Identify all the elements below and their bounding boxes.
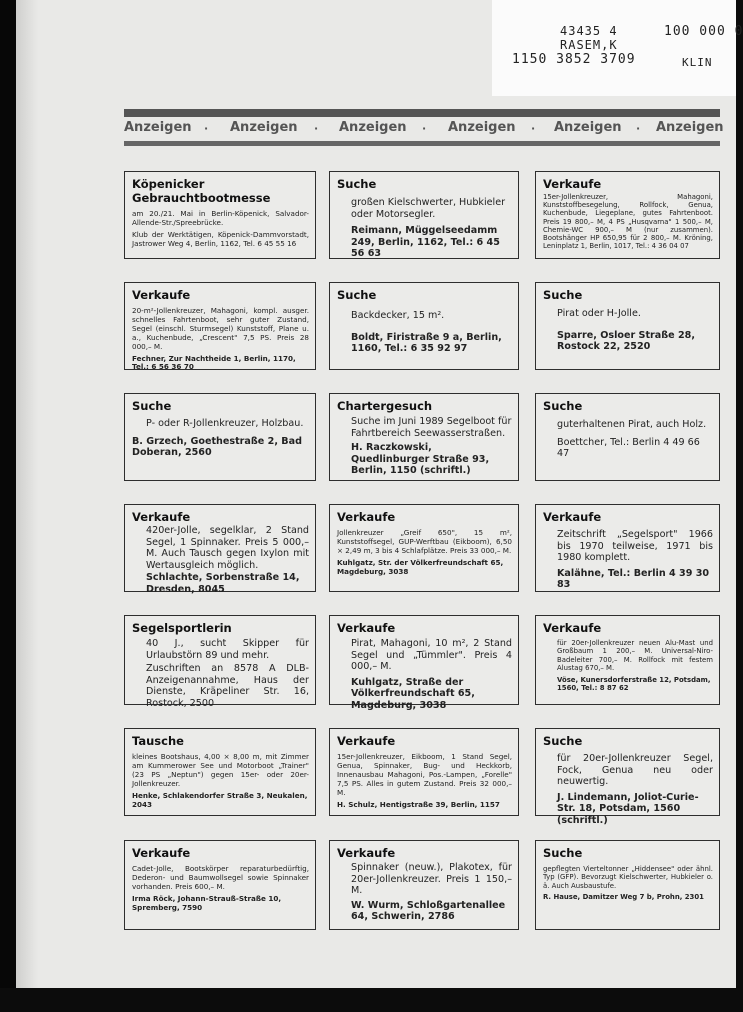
header-separator: · [636,122,641,135]
header-separator: · [531,122,536,135]
ad-body: 420er-Jolle, segelklar, 2 Stand Segel, 1 Spinnaker. Preis 5 000,– M. Auch Tausch gegen Ixylon mit Wertausgleich möglich. [146,525,309,571]
classified-ad [329,393,519,481]
ad-contact: Fechner, Zur Nachtheide 1, Berlin, 1170, Tel.: 6 56 36 70 [132,353,296,372]
ad-body: gepflegten Vierteltonner „Hiddensee" oder ähnl. Typ (GFP). Bevorzugt Kielschwerter, Hubkieler o. ä. Auch Ausbaustufe. [543,865,713,890]
ad-title: Verkaufe [337,510,396,524]
classified-ad [329,504,519,592]
ad-title: Verkaufe [543,621,602,635]
ad-title: Verkaufe [337,846,396,860]
classified-ad [535,171,720,259]
section-header [124,117,724,140]
classified-ad [329,282,519,370]
header-separator: · [422,122,427,135]
ad-contact: Boettcher, Tel.: Berlin 4 49 66 47 [557,436,700,460]
ad-title: Chartergesuch [337,399,433,413]
ad-contact: W. Wurm, Schloßgartenallee 64, Schwerin, 2786 [351,899,506,923]
header-separator: · [204,122,209,135]
classified-ad [535,615,720,705]
ad-contact: Kalähne, Tel.: Berlin 4 39 30 83 [557,567,710,591]
stamp-line: 43435 4 [560,24,618,38]
ad-title: Suche [337,288,377,302]
ad-title: Suche [543,734,583,748]
ad-body: P- oder R-Jollenkreuzer, Holzbau. [146,418,304,429]
ad-title: Suche [543,846,583,860]
classified-ad [329,171,519,259]
ad-body: 15er-Jollenkreuzer, Mahagoni, Kunststoffbesegelung, Rollfock, Genua, Kuchenbude, Liegeplane, gutes Fahrtenboot. Preis 19 800,– M, 4 PS „Husqvarna" 1 500,– M, Chemie-WC 900,– M (nur zusammen). Bootshänger HP 650,95 für 2 800,– M. Kröning, Leninplatz 1, Berlin, 1017, Tel.: 4 36 04 07 [543,193,713,251]
classified-ad [329,728,519,816]
ad-title: Suche [543,288,583,302]
ad-body: Zuschriften an 8578 A DLB-Anzeigenannahme, Haus der Dienste, Kräpeliner Str. 16, Rostock, 2500 [146,663,309,709]
ad-title: Verkaufe [337,621,396,635]
ad-contact: Vöse, Kunersdorferstraße 12, Potsdam, 1560, Tel.: 8 87 62 [557,675,711,693]
ad-body: Cadet-Jolle, Bootskörper reparaturbedürftig, Dederon- und Baumwollsegel sowie Spinnaker vorhanden. Preis 600,– M. [132,864,309,891]
ad-title: Verkaufe [543,510,602,524]
ad-title: Suche [132,399,172,413]
header-word: Anzeigen [124,120,192,135]
ad-title: Köpenicker Gebrauchtbootmesse [132,177,271,205]
classified-ad [124,615,316,709]
ad-contact: Reimann, Müggelseedamm 249, Berlin, 1162, Tel.: 6 45 56 63 [351,225,500,260]
ad-contact: B. Grzech, Goethestraße 2, Bad Doberan, 2560 [132,435,302,459]
classified-ad [535,840,720,930]
ad-body: 20-m²-Jollenkreuzer, Mahagoni, kompl. ausger. schnelles Fahrtenboot, sehr guter Zustand, Segel (einschl. Sturmsegel) Kunststoff, Plane u. a., Kuchenbude, „Crescent" 7,5 PS. Preis 28 000,– M. [132,306,309,351]
header-word: Anzeigen [230,120,298,135]
classified-ad [124,504,316,595]
ad-body: Pirat oder H-Jolle. [557,308,641,319]
ad-body: Backdecker, 15 m². [351,310,445,321]
stamp-line: RASEM,K [560,38,618,52]
header-rule-bottom [124,141,720,146]
ad-body: am 20./21. Mai in Berlin-Köpenick, Salvador-Allende-Str./Spreebrücke. [132,209,309,227]
ad-title: Suche [337,177,377,191]
ad-body: für 20er-Jollenkreuzer Segel, Fock, Genua neu oder neuwertig. [557,753,713,788]
ad-contact: Schlachte, Sorbenstraße 14, Dresden, 8045 [146,572,300,595]
ad-title: Verkaufe [132,846,191,860]
classified-ad [329,840,519,930]
stamp-line: 1150 3852 3709 [512,52,636,67]
ad-contact: Henke, Schlakendorfer Straße 3, Neukalen, 2043 [132,790,308,809]
ad-contact: Boldt, Firistraße 9 a, Berlin, 1160, Tel.: 6 35 92 97 [351,331,502,355]
ad-body: Suche im Juni 1989 Segelboot für Fahrtbereich Seewasserstraßen. [351,416,512,439]
classified-ad [535,504,720,592]
ad-body: 40 J., sucht Skipper für Urlaubstörn 89 und mehr. [146,638,309,661]
ad-contact: H. Raczkowski, Quedlinburger Straße 93, Berlin, 1150 (schriftl.) [351,442,490,477]
ad-contact: R. Hause, Damitzer Weg 7 b, Prohn, 2301 [543,893,704,902]
ad-title: Verkaufe [132,510,191,524]
ad-title: Segelsportlerin [132,621,232,635]
ad-title: Suche [543,399,583,413]
ad-body: Pirat, Mahagoni, 10 m², 2 Stand Segel und „Tümmler". Preis 4 000,– M. [351,638,512,673]
header-word: Anzeigen [656,120,724,135]
ad-contact: Irma Röck, Johann-Strauß-Straße 10, Spremberg, 7590 [132,893,282,912]
stamp-line: 100 000 0 [664,24,743,39]
stamp-line: KLIN [682,56,713,69]
ad-title: Verkaufe [132,288,191,302]
ad-contact: Kuhlgatz, Straße der Völkerfreundschaft 65, Magdeburg, 3038 [351,676,475,711]
classified-ad [329,615,519,711]
ad-title: Verkaufe [543,177,602,191]
ad-body: Jollenkreuzer „Greif 650", 15 m², Kunststoffsegel, GUP-Werftbau (Eikboom), 6,50 × 2,49 m, 3 bis 4 Schlafplätze. Preis 33 000,– M. [337,528,512,555]
classified-ad [124,393,316,481]
ad-contact: Sparre, Osloer Straße 28, Rostock 22, 2520 [557,329,695,353]
classified-ad [535,282,720,370]
ad-contact: H. Schulz, Hentigstraße 39, Berlin, 1157 [337,799,500,809]
ad-body: kleines Bootshaus, 4,00 × 8,00 m, mit Zimmer am Kummerower See und Motorboot „Trainer" (23 PS „Neptun") gegen 15er- oder 20er-Jollenkreuzer. [132,752,309,788]
header-word: Anzeigen [554,120,622,135]
header-separator: · [314,122,319,135]
library-stamp [492,0,743,96]
ad-body: Spinnaker (neuw.), Plakotex, für 20er-Jollenkreuzer. Preis 1 150,– M. [351,862,512,897]
classified-ad [535,728,720,826]
header-word: Anzeigen [448,120,516,135]
ad-body: guterhaltenen Pirat, auch Holz. [557,419,707,430]
classified-ad [124,282,316,370]
ad-body: 15er-Jollenkreuzer, Eikboom, 1 Stand Segel, Genua, Spinnaker, Bug- und Heckkorb, Innenausbau Mahagoni, Pos.-Lampen, „Forelle" 7,5 PS. Alles in gutem Zustand. Preis 32 000,– M. [337,752,512,797]
ad-body: für 20er-Jollenkreuzer neuen Alu-Mast und Großbaum 1 200,– M. Universal-Niro-Badeleiter 700,– M. Rollfock mit festem Alustag 670,– M. [557,639,713,673]
ad-title: Tausche [132,734,184,748]
ad-body: großen Kielschwerter, Hubkieler oder Motorsegler. [351,197,506,220]
ad-title: Verkaufe [337,734,396,748]
classified-ad [124,840,316,930]
ad-body: Zeitschrift „Segelsport" 1966 bis 1970 teilweise, 1971 bis 1980 komplett. [557,529,713,564]
classified-ad [124,171,316,259]
header-rule-top [124,109,720,117]
classified-ad [535,393,720,481]
book-binding-shadow [0,0,16,1012]
classified-ad [124,728,316,816]
page-gutter [16,0,38,988]
ad-body: Klub der Werktätigen, Köpenick-Dammvorstadt, Jastrower Weg 4, Berlin, 1162, Tel. 6 45 55 16 [132,229,309,248]
scan-border [0,988,736,1012]
ad-contact: J. Lindemann, Joliot-Curie-Str. 18, Potsdam, 1560 (schriftl.) [557,791,699,826]
header-word: Anzeigen [339,120,407,135]
ad-contact: Kuhlgatz, Str. der Völkerfreundschaft 65, Magdeburg, 3038 [337,557,504,576]
